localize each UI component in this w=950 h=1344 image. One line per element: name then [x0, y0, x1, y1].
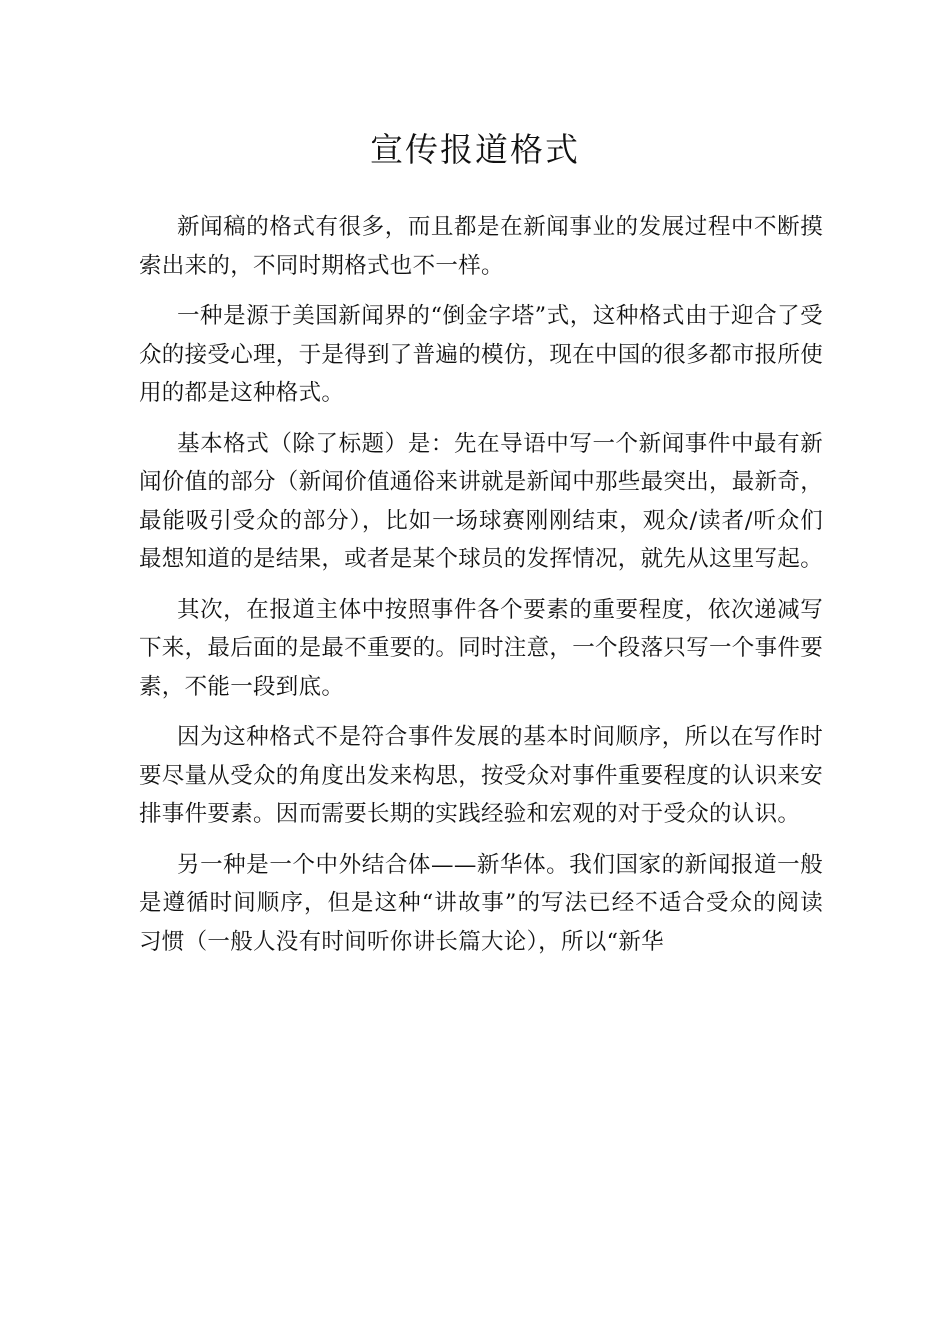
paragraph-5: 因为这种格式不是符合事件发展的基本时间顺序，所以在写作时要尽量从受众的角度出发来构思，按受众对事件重要程度的认识来安排事件要素。因而需要长期的实践经验和宏观的对于受众的认识。	[139, 724, 824, 827]
paragraph-4: 其次，在报道主体中按照事件各个要素的重要程度，依次递减写下来，最后面的是最不重要的。同时注意，一个段落只写一个事件要素，不能一段到底。	[139, 596, 824, 700]
paragraph-2: 一种是源于美国新闻界的“倒金字塔”式，这种格式由于迎合了受众的接受心理，于是得到了普遍的模仿，现在中国的很多都市报所使用的都是这种格式。	[139, 303, 824, 406]
document-body	[139, 208, 823, 973]
document-title: 宣传报道格式	[370, 130, 580, 169]
paragraph-6: 另一种是一个中外结合体——新华体。我们国家的新闻报道一般是遵循时间顺序，但是这种“讲故事”的写法已经不适合受众的阅读习惯（一般人没有时间听你讲长篇大论），所以“新华	[139, 851, 823, 955]
paragraph-3: 基本格式（除了标题）是：先在导语中写一个新闻事件中最有新闻价值的部分（新闻价值通俗来讲就是新闻中那些最突出，最新奇，最能吸引受众的部分），比如一场球赛刚刚结束，观众/读者/听众们最想知道的是结果，或者是某个球员的发挥情况，就先从这里写起。	[139, 430, 824, 572]
paragraph-1: 新闻稿的格式有很多，而且都是在新闻事业的发展过程中不断摸索出来的，不同时期格式也不一样。	[139, 214, 823, 279]
